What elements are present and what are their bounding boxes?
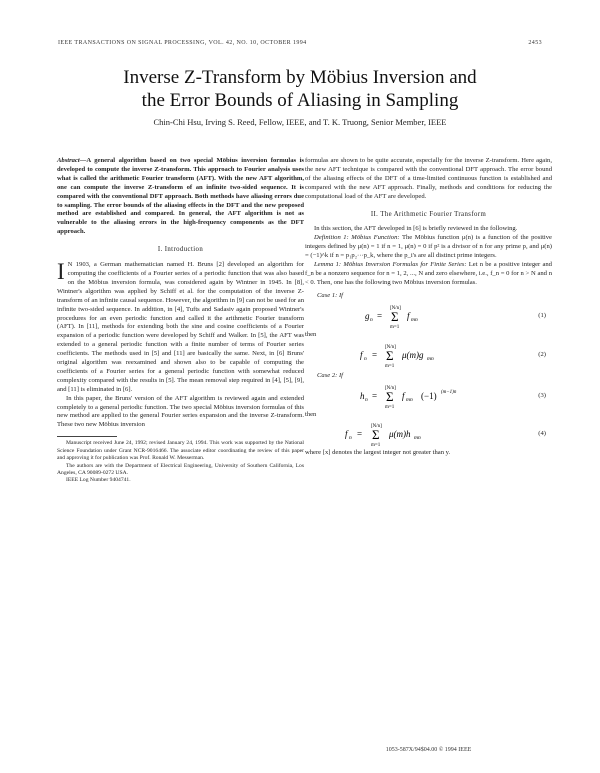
equation-4-graphic xyxy=(305,421,552,447)
eq2-term-sub: mn xyxy=(427,355,434,362)
right-column xyxy=(305,157,552,458)
equation-1-graphic xyxy=(305,303,552,329)
eq4-term: μ(m)h xyxy=(389,429,411,440)
lemma-label: Lemma 1: Möbius Inversion Formulas for Finite Series: xyxy=(314,261,467,269)
eq1-lhs: g xyxy=(365,310,370,321)
equation-1 xyxy=(305,303,552,329)
eq3-term: f xyxy=(402,390,405,401)
eq1-lhs-sub: n xyxy=(370,316,373,323)
eq1-sum-top: [N/n] xyxy=(390,305,401,311)
svg-text:=: = xyxy=(377,310,383,321)
section-heading-aft: II. The Arithmetic Fourier Transform xyxy=(370,210,487,218)
right-paragraph-1: formulas are shown to be quite accurate, especially for the inverse Z-transform. Here again, the new AFT technique is compared with the conventional DFT approach. The error bound of the aliasing effects of the DFT of a time-limited continuous function is established and compared with the new AFT approach. Finally, methods and conditions for reducing the computational load of the AFT are developed. xyxy=(305,157,552,200)
eq3-lhs-sub: n xyxy=(365,396,368,403)
eq2-sigma: Σ xyxy=(386,347,394,363)
eq3-lhs: h xyxy=(360,390,365,401)
eq1-sigma: Σ xyxy=(391,308,399,324)
aft-intro-paragraph: In this section, the AFT developed in [6] is briefly reviewed in the following. xyxy=(314,225,518,233)
equation-4 xyxy=(305,421,552,447)
eq1-sum-bottom: m=1 xyxy=(390,324,400,329)
footnote-divider xyxy=(57,436,117,437)
equation-2-graphic xyxy=(305,342,552,368)
left-column xyxy=(57,157,304,485)
eq3-sum-bottom: m=1 xyxy=(385,404,395,409)
eq3-sigma: Σ xyxy=(386,388,394,404)
eq4-lhs-sub: n xyxy=(349,435,352,442)
equation-3 xyxy=(305,383,552,409)
footnote-log-number: IEEE Log Number 9404741. xyxy=(66,477,131,484)
footnote-affiliation: The authors are with the Department of Electrical Engineering, University of Southern California, Los Angeles, CA 90089-0272 USA. xyxy=(57,462,304,476)
eq4-lhs: f xyxy=(345,429,348,440)
then-1: then xyxy=(305,330,317,338)
svg-text:=: = xyxy=(372,390,378,401)
journal-header: IEEE TRANSACTIONS ON SIGNAL PROCESSING, VOL. 42, NO. 10, OCTOBER 1994 xyxy=(58,40,307,46)
case-1-label: Case 1: If xyxy=(317,291,344,299)
eq2-term: μ(m)g xyxy=(402,349,424,360)
eq3-term-exp: (m−1)n xyxy=(441,389,457,395)
definition-text: The Möbius function μ(n) is a function of the positive integers defined by μ(n) = 1 if n = 1, μ(n) = 0 if p² is a divisor of n for any prime p, and μ(n) = (−1)^k if n = p₁p₂···p_k, where the p_i's are all distinct prime integers. xyxy=(305,234,552,260)
equation-2 xyxy=(305,342,552,368)
eq3-term-sub: mn xyxy=(406,396,413,403)
lemma-text: Let n be a positive integer and f_n be a nonzero sequence for n = 1, 2, ..., N and zero elsewhere, i.e., f_n = 0 for n > N and n < 0. Then, one has the following two Möbius inversion formulas. xyxy=(305,261,552,286)
intro-paragraph-1 xyxy=(57,261,304,395)
svg-text:=: = xyxy=(357,429,363,440)
section-heading-introduction: I. Introduction xyxy=(157,246,204,254)
eq1-term-sub: mn xyxy=(411,316,418,323)
page-number: 2453 xyxy=(528,40,542,46)
eq2-sum-top: [N/n] xyxy=(385,344,396,350)
footnote-manuscript: Manuscript received June 24, 1992; revised January 24, 1994. This work was supported by the National Science Foundation under Grant NCR-9016466. The associate editor coordinating the review of this paper and approving it for publication was Prof. Ronald W. Messerman. xyxy=(57,440,304,462)
title-line-1: Inverse Z-Transform by Möbius Inversion and xyxy=(123,67,477,88)
svg-text:=: = xyxy=(372,349,378,360)
equation-number-3: (3) xyxy=(538,391,546,399)
eq1-term: f xyxy=(407,310,410,321)
case-2-label: Case 2: If xyxy=(317,371,344,379)
equation-number-1: (1) xyxy=(538,311,546,319)
eq3-term-tail: (−1) xyxy=(421,390,437,401)
closing-sentence: where [x] denotes the largest integer not greater than y. xyxy=(305,449,451,457)
eq2-sum-bottom: m=1 xyxy=(385,363,395,368)
intro-paragraph-2: In this paper, the Bruns' version of the AFT algorithm is reviewed again and extended completely to a general periodic function. The two special Möbius inversion formulas of this new method are applied to the general Fourier series expansion and the inverse Z-transform. These two new Möbius inversion xyxy=(57,394,304,429)
then-2: then xyxy=(305,410,317,418)
equation-3-graphic xyxy=(305,383,552,409)
definition-1 xyxy=(305,234,552,261)
eq4-sum-top: [N/n] xyxy=(371,424,382,430)
eq4-term-sub: mn xyxy=(414,435,421,442)
abstract-text: A general algorithm based on two special Möbius inversion formulas is developed to compute the inverse Z-transform. This approach to Fourier analysis uses what is called the arithmetic Fourier transform (AFT). With the new AFT algorithm, one can compute the inverse Z-transform of an infinite two-sided sequence. It is compared with the conventional DFT approach. Both methods have aliasing errors due to sampling. The error bounds of the aliasing effects in the DFT and the new proposed method are established and compared. In general, the AFT algorithm is not as vulnerable to the aliasing errors in the high-frequency components as the DFT approach. xyxy=(57,157,304,236)
abstract-label: Abstract— xyxy=(57,157,87,164)
issn-line: 1053-587X/94$04.00 © 1994 IEEE xyxy=(385,747,472,753)
definition-label: Definition 1: Möbius Function: xyxy=(314,234,400,242)
eq4-sum-bottom: m=1 xyxy=(371,443,381,448)
drop-cap: I xyxy=(57,259,65,285)
equation-number-2: (2) xyxy=(538,350,546,358)
equation-number-4: (4) xyxy=(538,430,546,438)
intro-paragraph-1-text: N 1903, a German mathematician named H. Bruns [2] developed an algorithm for computing the coefficients of a Fourier series of a periodic function that was also based on the Möbius inversion formula, was considered again by Wintner in 1945. In [8], Wintner's algorithm was applied by Schiff et al. for the computation of the inverse Z-transform of an infinite causal sequence. However, the algorithm in [9] can not be used for an infinite two-sided sequence. In addition, in [4], Tufts and Sadasiv again proposed Wintner's procedures for an even periodic function and called it the arithmetic Fourier transform (AFT). In [11], methods for extending both the sine and cosine coefficients of a Fourier expansion of a periodic function were developed by Schiff and Walker. In [5], the AFT was extended to a general periodic function with a finite number of terms of Fourier series coefficients. The methods used in [5] and [11] are basically the same. Next, in [6] Bruns' original algorithm was reexamined and shown also to be capable of computing the coefficients of a Fourier series for a general periodic function with somewhat reduced complexity compared with the results in [5]. The mean removal step required in [4], [5], [9], and [11] is eliminated in [6]. xyxy=(57,261,304,393)
paper-title xyxy=(40,66,560,112)
eq3-sum-top: [N/n] xyxy=(385,385,396,391)
abstract xyxy=(57,157,304,237)
author-line: Chin-Chi Hsu, Irving S. Reed, Fellow, IEEE, and T. K. Truong, Senior Member, IEEE xyxy=(153,117,447,127)
eq2-lhs-sub: n xyxy=(364,355,367,362)
lemma-1 xyxy=(305,261,552,288)
eq2-lhs: f xyxy=(360,349,363,360)
eq4-sigma: Σ xyxy=(372,427,380,443)
title-line-2: the Error Bounds of Aliasing in Sampling xyxy=(141,90,459,111)
